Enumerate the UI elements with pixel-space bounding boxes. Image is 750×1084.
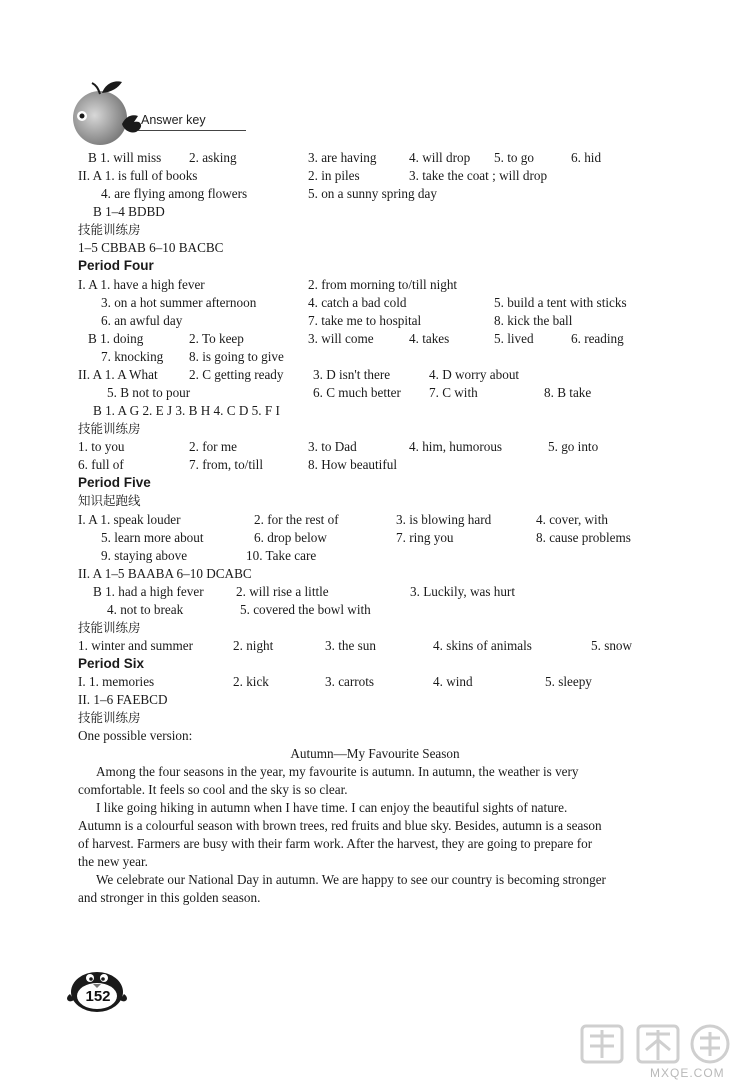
line-25	[0, 583, 750, 601]
answer: I. A 1. have a high fever	[78, 277, 205, 292]
answer: 5. sleepy	[545, 674, 592, 689]
answer: 7. ring you	[396, 530, 454, 545]
line-3	[0, 185, 750, 203]
answer: 6. an awful day	[101, 313, 183, 328]
line-31	[0, 691, 750, 709]
answer: B 1. will miss	[88, 150, 162, 165]
answer-key-label: Answer key	[141, 113, 206, 127]
section-label: 知识起跑线	[78, 493, 141, 508]
section-label: 技能训练房	[78, 710, 141, 725]
answer: 6. hid	[571, 150, 602, 165]
answer: B 1. doing	[88, 331, 144, 346]
line-23	[0, 547, 750, 565]
answer: 2. will rise a little	[236, 584, 329, 599]
answer: 8. How beautiful	[308, 457, 397, 472]
answer: B 1. A G 2. E J 3. B H 4. C D 5. F I	[93, 403, 280, 418]
answer: 1. winter and summer	[78, 638, 193, 653]
answer: 8. kick the ball	[494, 313, 573, 328]
page-number: 152	[85, 988, 111, 1005]
answer: 2. for me	[189, 439, 237, 454]
line-24	[0, 565, 750, 583]
answer: 1–5 CBBAB 6–10 BACBC	[78, 240, 224, 255]
answer: 5. learn more about	[101, 530, 204, 545]
answer: 4. catch a bad cold	[308, 295, 407, 310]
essay-line: and stronger in this golden season.	[78, 890, 261, 905]
answer: 5. build a tent with sticks	[494, 295, 627, 310]
answer: II. 1–6 FAEBCD	[78, 692, 168, 707]
answer: 1. to you	[78, 439, 125, 454]
answer: 9. staying above	[101, 548, 188, 563]
line-18	[0, 456, 750, 474]
answer: 4. wind	[433, 674, 473, 689]
essay-line: I like going hiking in autumn when I have time. I can enjoy the beautiful sights of nature.	[96, 800, 568, 815]
header-underline	[138, 130, 246, 131]
answer: 4. takes	[409, 331, 450, 346]
period-heading: Period Four	[78, 258, 154, 273]
answer: I. 1. memories	[78, 674, 155, 689]
answer: 3. to Dad	[308, 439, 357, 454]
answer: One possible version:	[78, 728, 193, 743]
line-27	[0, 619, 750, 637]
answer: II. A 1. A What	[78, 367, 158, 382]
answer: 4. not to break	[107, 602, 184, 617]
answer: 2. C getting ready	[189, 367, 284, 382]
line-19	[0, 474, 750, 492]
answer: 2. To keep	[189, 331, 244, 346]
period-heading: Period Six	[78, 656, 145, 671]
answer: 2. from morning to/till night	[308, 277, 458, 292]
answer: 3. on a hot summer afternoon	[101, 295, 257, 310]
answer: 5. lived	[494, 331, 534, 346]
essay-line: the new year.	[78, 854, 148, 869]
answer: 5. covered the bowl with	[240, 602, 371, 617]
answer: 3. Luckily, was hurt	[410, 584, 515, 599]
answer: II. A 1. is full of books	[78, 168, 198, 183]
line-7	[0, 257, 750, 275]
answer: II. A 1–5 BAABA 6–10 DCABC	[78, 566, 252, 581]
line-17	[0, 438, 750, 456]
essay-line: comfortable. It feels so cool and the sky is so clear.	[78, 782, 348, 797]
answer: 5. B not to pour	[107, 385, 191, 400]
answer: 3. are having	[308, 150, 377, 165]
answer: 5. go into	[548, 439, 599, 454]
line-12	[0, 348, 750, 366]
line-5	[0, 221, 750, 239]
period-heading: Period Five	[78, 475, 151, 490]
line-22	[0, 529, 750, 547]
answer: 8. B take	[544, 385, 592, 400]
answer: 2. asking	[189, 150, 237, 165]
line-9	[0, 294, 750, 312]
answer: 6. C much better	[313, 385, 401, 400]
watermark-text: MXQE.COM	[650, 1066, 725, 1080]
line-16	[0, 420, 750, 438]
line-33	[0, 727, 750, 745]
answer: 3. the sun	[325, 638, 376, 653]
line-2	[0, 167, 750, 185]
answer: 2. in piles	[308, 168, 360, 183]
answer: 5. on a sunny spring day	[308, 186, 437, 201]
answer: 3. is blowing hard	[396, 512, 492, 527]
answer: 6. drop below	[254, 530, 327, 545]
line-4	[0, 203, 750, 221]
answer: 2. kick	[233, 674, 269, 689]
answer: I. A 1. speak louder	[78, 512, 181, 527]
answer: 6. reading	[571, 331, 624, 346]
answer: 8. is going to give	[189, 349, 284, 364]
answer: 5. snow	[591, 638, 633, 653]
line-30	[0, 673, 750, 691]
answer: B 1. had a high fever	[93, 584, 204, 599]
essay-line: Among the four seasons in the year, my favourite is autumn. In autumn, the weather is very	[96, 764, 579, 779]
line-29	[0, 655, 750, 673]
line-8	[0, 276, 750, 294]
line-21	[0, 511, 750, 529]
answer: 2. night	[233, 638, 274, 653]
answer: 4. him, humorous	[409, 439, 503, 454]
line-13	[0, 366, 750, 384]
answer: 4. cover, with	[536, 512, 608, 527]
line-15	[0, 402, 750, 420]
essay-line: We celebrate our National Day in autumn. We are happy to see our country is becoming stronger	[96, 872, 606, 887]
answer: 10. Take care	[246, 548, 317, 563]
line-28	[0, 637, 750, 655]
answer: 6. full of	[78, 457, 124, 472]
answer: 8. cause problems	[536, 530, 631, 545]
answer: 3. D isn't there	[313, 367, 391, 382]
answer: 3. take the coat ; will drop	[409, 168, 548, 183]
line-11	[0, 330, 750, 348]
answer: 7. knocking	[101, 349, 164, 364]
answer: 4. skins of animals	[433, 638, 532, 653]
answer: 7. take me to hospital	[308, 313, 422, 328]
section-label: 技能训练房	[78, 421, 141, 436]
line-26	[0, 601, 750, 619]
essay-title: Autumn—My Favourite Season	[290, 746, 460, 761]
essay-line: of harvest. Farmers are busy with their farm work. After the harvest, they are going to prepare for	[78, 836, 593, 851]
answer: 4. D worry about	[429, 367, 520, 382]
line-14	[0, 384, 750, 402]
section-label: 技能训练房	[78, 222, 141, 237]
answer: B 1–4 BDBD	[93, 204, 165, 219]
line-6	[0, 239, 750, 257]
section-label: 技能训练房	[78, 620, 141, 635]
answer: 4. will drop	[409, 150, 471, 165]
answer: 3. will come	[308, 331, 374, 346]
line-32	[0, 709, 750, 727]
essay-line: Autumn is a colourful season with brown trees, red fruits and blue sky. Besides, autumn is a season	[78, 818, 602, 833]
answer: 2. for the rest of	[254, 512, 339, 527]
answer: 5. to go	[494, 150, 534, 165]
answer: 7. C with	[429, 385, 478, 400]
line-1	[0, 149, 750, 167]
answer: 7. from, to/till	[189, 457, 263, 472]
answer: 3. carrots	[325, 674, 375, 689]
answer: 4. are flying among flowers	[101, 186, 248, 201]
line-20	[0, 492, 750, 510]
line-10	[0, 312, 750, 330]
